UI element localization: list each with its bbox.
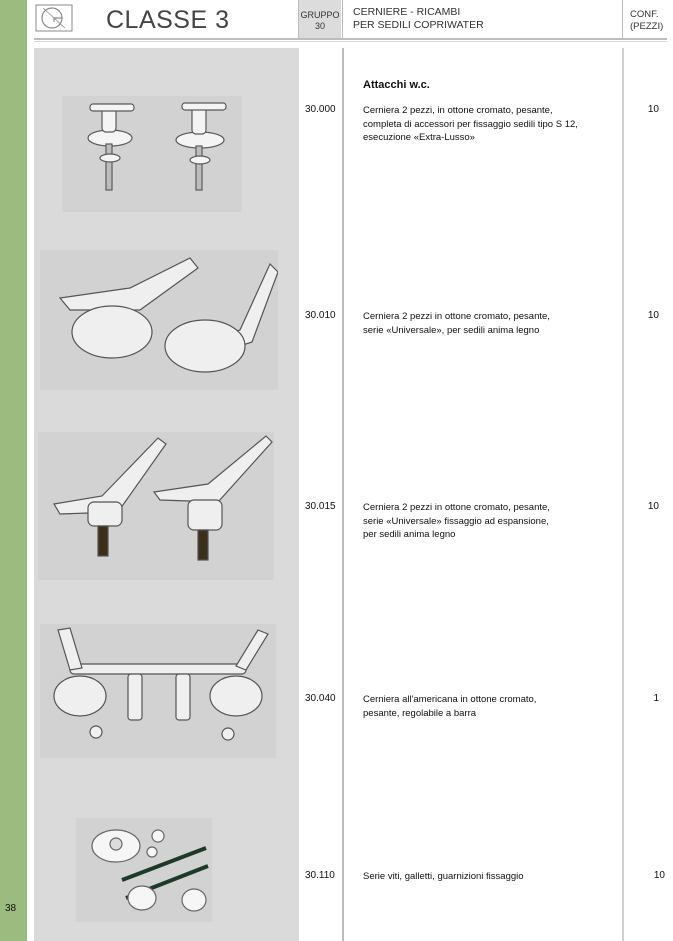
page-number: 38 <box>5 903 17 914</box>
product-photo-30110 <box>76 818 212 922</box>
product-qty: 10 <box>647 310 659 321</box>
gruppo-label: GRUPPO <box>300 10 340 20</box>
product-qty: 10 <box>653 870 665 881</box>
brand-logo-icon <box>35 4 73 32</box>
header-rule <box>34 41 667 42</box>
product-code: 30.010 <box>305 310 336 321</box>
gruppo-box <box>299 0 341 38</box>
section-title-line: PER SEDILI COPRIWATER <box>353 19 484 31</box>
product-photo-30010 <box>40 250 278 390</box>
product-description <box>363 870 613 884</box>
product-description <box>363 310 613 337</box>
column-divider <box>622 48 624 941</box>
description-line: completa di accessori per fissaggio sedili tipo S 12, <box>363 118 578 130</box>
header-divider <box>622 0 623 38</box>
product-description <box>363 501 613 542</box>
header-divider <box>342 0 343 38</box>
product-qty: 1 <box>653 693 659 704</box>
product-code: 30.015 <box>305 501 336 512</box>
product-code: 30.110 <box>305 870 335 881</box>
description-line: serie «Universale», per sedili anima legno <box>363 324 540 336</box>
gruppo-number: 30 <box>314 21 325 31</box>
description-line: Cerniera 2 pezzi in ottone cromato, pesante, <box>363 311 550 322</box>
description-line: esecuzione «Extra-Lusso» <box>363 132 475 143</box>
product-photo-30040 <box>40 624 276 758</box>
product-description <box>363 693 613 720</box>
section-title-line: CERNIERE - RICAMBI <box>353 6 461 18</box>
class-title: CLASSE 3 <box>106 6 230 34</box>
description-line: Cerniera 2 pezzi, in ottone cromato, pesante, <box>363 105 553 116</box>
description-line: serie «Universale» fissaggio ad espansione, <box>363 515 549 527</box>
product-photo-30000 <box>62 96 242 212</box>
description-line: Cerniera all'americana in ottone cromato, <box>363 694 537 705</box>
product-description <box>363 104 613 145</box>
product-code: 30.040 <box>305 693 336 704</box>
description-line: Serie viti, galletti, guarnizioni fissaggio <box>363 871 524 882</box>
category-heading: Attacchi w.c. <box>363 79 430 91</box>
description-line: per sedili anima legno <box>363 529 456 540</box>
product-photo-30015 <box>38 432 274 580</box>
product-code: 30.000 <box>305 104 336 115</box>
product-qty: 10 <box>647 501 659 512</box>
product-qty: 10 <box>647 104 659 115</box>
side-color-strip <box>0 0 27 941</box>
header-rule <box>34 38 667 40</box>
conf-label-line: CONF. <box>630 9 659 20</box>
description-line: Cerniera 2 pezzi in ottone cromato, pesante, <box>363 502 550 513</box>
conf-label-line: (PEZZI) <box>630 21 664 32</box>
description-line: pesante, regolabile a barra <box>363 707 477 719</box>
section-title <box>353 6 484 32</box>
column-divider <box>342 48 344 941</box>
conf-label <box>630 9 663 33</box>
